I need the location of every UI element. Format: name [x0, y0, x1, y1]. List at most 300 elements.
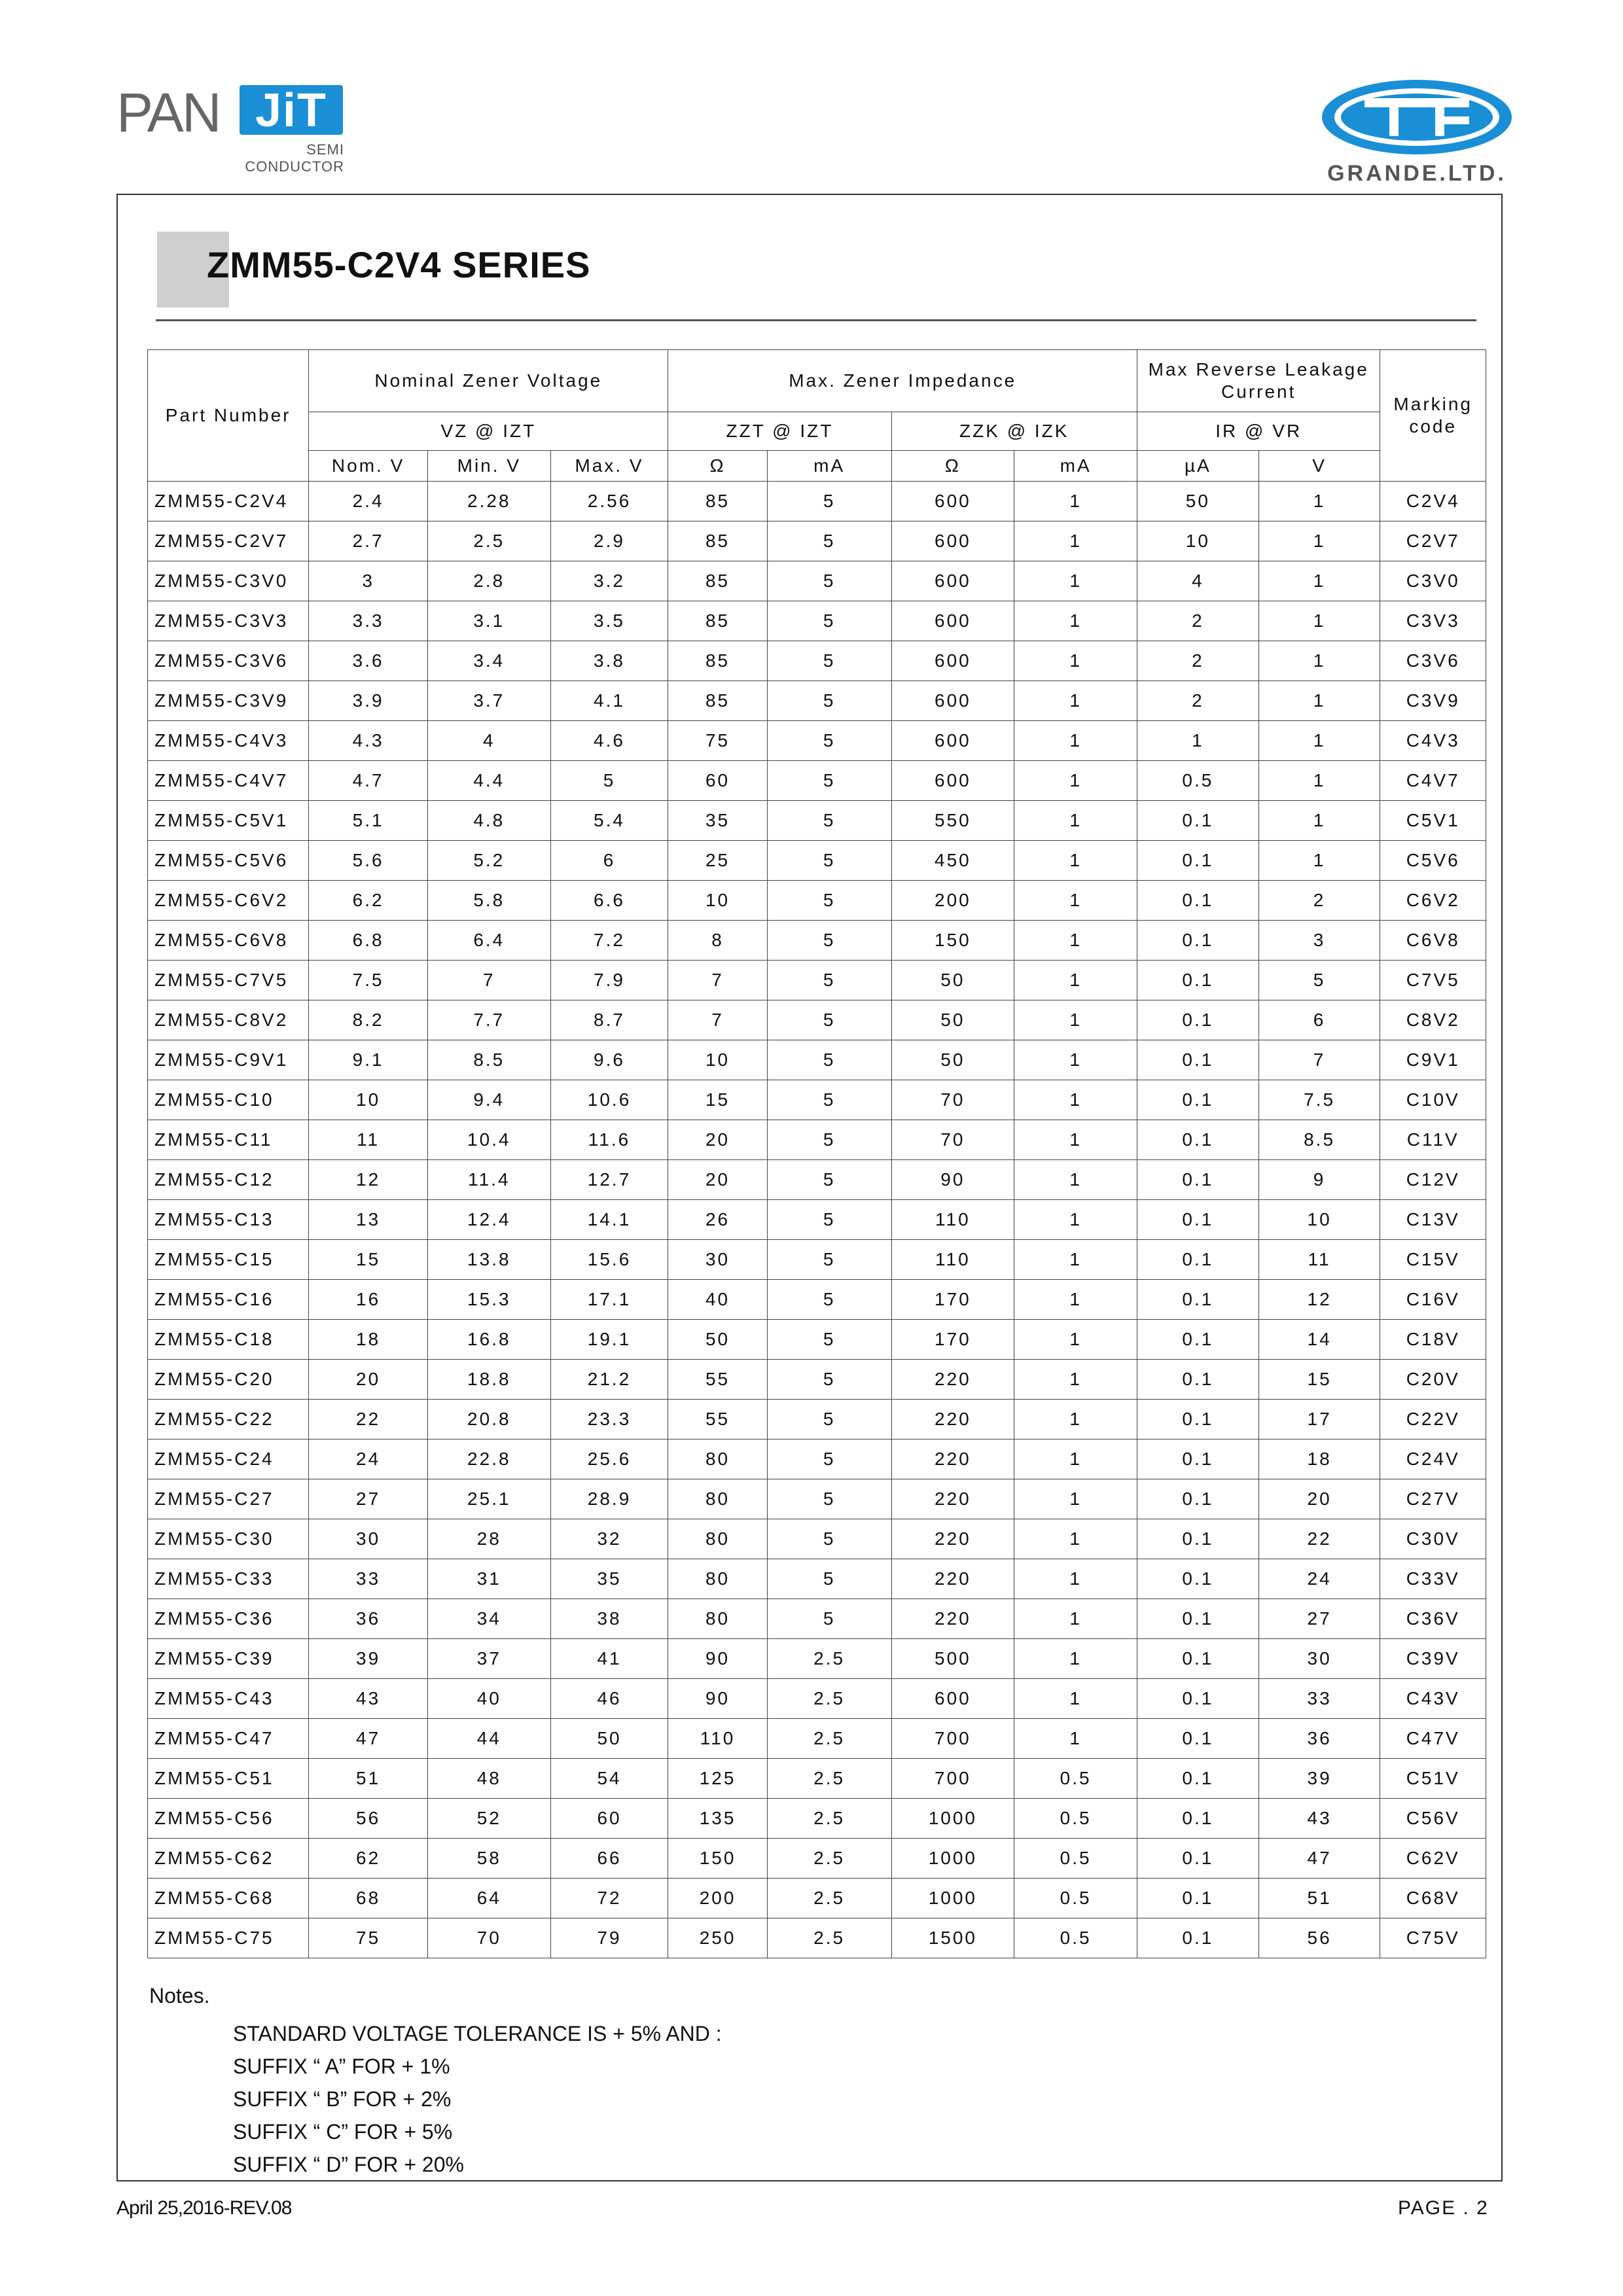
- table-cell: 41: [550, 1639, 668, 1679]
- part-number-cell: ZMM55-C2V4: [148, 482, 309, 521]
- unit-ir-ua: µA: [1137, 451, 1259, 482]
- table-cell: 60: [668, 761, 767, 801]
- table-row: [148, 1240, 1486, 1280]
- table-cell: C12V: [1380, 1160, 1486, 1200]
- table-row: [148, 1599, 1486, 1639]
- table-cell: 10: [1137, 521, 1259, 561]
- table-cell: 5: [767, 1280, 891, 1320]
- table-cell: 62: [309, 1839, 428, 1879]
- table-cell: 80: [668, 1479, 767, 1519]
- table-cell: 36: [1258, 1719, 1380, 1759]
- table-cell: C18V: [1380, 1320, 1486, 1360]
- table-cell: 0.5: [1014, 1918, 1137, 1958]
- table-row: [148, 1679, 1486, 1719]
- table-cell: 8.5: [427, 1040, 550, 1080]
- table-cell: 35: [550, 1559, 668, 1599]
- table-cell: 7: [668, 1000, 767, 1040]
- table-cell: 1: [1014, 1200, 1137, 1240]
- table-cell: 5: [767, 482, 891, 521]
- table-cell: 0.5: [1014, 1759, 1137, 1799]
- part-number-cell: ZMM55-C27: [148, 1479, 309, 1519]
- table-row: [148, 1040, 1486, 1080]
- table-cell: 1: [1014, 1519, 1137, 1559]
- table-cell: 0.1: [1137, 1360, 1259, 1400]
- table-cell: C62V: [1380, 1839, 1486, 1879]
- table-cell: 38: [550, 1599, 668, 1639]
- table-cell: 1: [1014, 1080, 1137, 1120]
- table-cell: C6V8: [1380, 921, 1486, 961]
- table-cell: 80: [668, 1559, 767, 1599]
- footer-page-number: PAGE . 2: [1398, 2197, 1489, 2219]
- table-row: [148, 841, 1486, 881]
- table-cell: 0.5: [1137, 761, 1259, 801]
- table-cell: 3.6: [309, 641, 428, 681]
- table-cell: 5: [767, 561, 891, 601]
- unit-vr-v: V: [1258, 451, 1380, 482]
- table-row: [148, 1200, 1486, 1240]
- table-cell: 1: [1014, 1120, 1137, 1160]
- unit-max-v: Max. V: [550, 451, 668, 482]
- table-cell: 200: [668, 1879, 767, 1918]
- table-cell: 7: [668, 961, 767, 1000]
- table-cell: 1000: [891, 1799, 1014, 1839]
- table-cell: 1: [1014, 681, 1137, 721]
- table-cell: 9.6: [550, 1040, 668, 1080]
- panjit-logo-box: JiT: [240, 85, 343, 135]
- table-cell: 3: [309, 561, 428, 601]
- table-cell: 15.3: [427, 1280, 550, 1320]
- table-cell: 56: [1258, 1918, 1380, 1958]
- table-cell: 7.7: [427, 1000, 550, 1040]
- table-cell: C56V: [1380, 1799, 1486, 1839]
- table-cell: C3V6: [1380, 641, 1486, 681]
- table-row: [148, 1879, 1486, 1918]
- table-cell: C2V4: [1380, 482, 1486, 521]
- table-cell: 48: [427, 1759, 550, 1799]
- part-number-cell: ZMM55-C4V3: [148, 721, 309, 761]
- table-cell: 43: [1258, 1799, 1380, 1839]
- page-title: ZMM55-C2V4 SERIES: [207, 244, 591, 285]
- table-cell: 2.5: [767, 1879, 891, 1918]
- table-cell: C30V: [1380, 1519, 1486, 1559]
- table-cell: 5.8: [427, 881, 550, 921]
- table-cell: 2.9: [550, 521, 668, 561]
- table-cell: 1: [1014, 521, 1137, 561]
- table-cell: 20: [1258, 1479, 1380, 1519]
- table-cell: 0.1: [1137, 881, 1259, 921]
- table-cell: 8.5: [1258, 1120, 1380, 1160]
- table-cell: 33: [309, 1559, 428, 1599]
- title-divider: [156, 319, 1476, 321]
- table-cell: 1: [1014, 1320, 1137, 1360]
- table-cell: 1: [1014, 1559, 1137, 1599]
- spec-table: [147, 349, 1486, 1958]
- table-cell: 20: [309, 1360, 428, 1400]
- table-cell: 10: [309, 1080, 428, 1120]
- table-row: [148, 521, 1486, 561]
- table-cell: 85: [668, 681, 767, 721]
- table-cell: 0.1: [1137, 961, 1259, 1000]
- table-cell: 5: [767, 881, 891, 921]
- table-cell: 40: [427, 1679, 550, 1719]
- table-cell: 19.1: [550, 1320, 668, 1360]
- table-cell: 1: [1014, 561, 1137, 601]
- table-cell: C27V: [1380, 1479, 1486, 1519]
- part-number-cell: ZMM55-C20: [148, 1360, 309, 1400]
- table-row: [148, 601, 1486, 641]
- table-cell: 1: [1014, 1240, 1137, 1280]
- table-cell: 250: [668, 1918, 767, 1958]
- table-cell: 220: [891, 1400, 1014, 1439]
- unit-min-v: Min. V: [427, 451, 550, 482]
- table-cell: 85: [668, 521, 767, 561]
- table-cell: 5: [767, 1240, 891, 1280]
- table-cell: 27: [309, 1479, 428, 1519]
- notes-line: STANDARD VOLTAGE TOLERANCE IS + 5% AND :: [233, 2022, 722, 2045]
- table-cell: 2.28: [427, 482, 550, 521]
- unit-zzk-ohm: Ω: [891, 451, 1014, 482]
- table-cell: 1: [1258, 841, 1380, 881]
- table-cell: 50: [891, 1040, 1014, 1080]
- table-cell: 550: [891, 801, 1014, 841]
- part-number-cell: ZMM55-C62: [148, 1839, 309, 1879]
- table-cell: 20.8: [427, 1400, 550, 1439]
- table-cell: 5.2: [427, 841, 550, 881]
- part-number-cell: ZMM55-C9V1: [148, 1040, 309, 1080]
- unit-izk-ma: mA: [1014, 451, 1137, 482]
- table-cell: C11V: [1380, 1120, 1486, 1160]
- table-cell: 5: [767, 521, 891, 561]
- part-number-cell: ZMM55-C8V2: [148, 1000, 309, 1040]
- table-cell: 110: [891, 1200, 1014, 1240]
- table-cell: 3.8: [550, 641, 668, 681]
- table-cell: 5: [767, 1200, 891, 1240]
- part-number-cell: ZMM55-C18: [148, 1320, 309, 1360]
- table-cell: 2.5: [767, 1918, 891, 1958]
- unit-izt-ma: mA: [767, 451, 891, 482]
- table-cell: 1: [1014, 761, 1137, 801]
- table-cell: 11: [309, 1120, 428, 1160]
- table-cell: 10.6: [550, 1080, 668, 1120]
- table-cell: 5: [767, 681, 891, 721]
- table-cell: 0.1: [1137, 1040, 1259, 1080]
- table-cell: 1500: [891, 1918, 1014, 1958]
- table-cell: 13.8: [427, 1240, 550, 1280]
- table-cell: 2: [1137, 601, 1259, 641]
- part-number-cell: ZMM55-C3V9: [148, 681, 309, 721]
- table-cell: 220: [891, 1559, 1014, 1599]
- table-cell: 0.1: [1137, 1200, 1259, 1240]
- table-cell: 1: [1014, 1000, 1137, 1040]
- table-cell: C22V: [1380, 1400, 1486, 1439]
- table-cell: 33: [1258, 1679, 1380, 1719]
- table-row: [148, 921, 1486, 961]
- table-cell: 39: [309, 1639, 428, 1679]
- table-cell: 0.1: [1137, 921, 1259, 961]
- table-cell: C9V1: [1380, 1040, 1486, 1080]
- table-cell: C39V: [1380, 1639, 1486, 1679]
- table-cell: 135: [668, 1799, 767, 1839]
- table-cell: 5: [767, 761, 891, 801]
- table-cell: 600: [891, 521, 1014, 561]
- table-cell: 0.1: [1137, 1679, 1259, 1719]
- table-cell: 1: [1014, 1439, 1137, 1479]
- table-cell: 85: [668, 482, 767, 521]
- table-cell: 0.1: [1137, 801, 1259, 841]
- table-row: [148, 1559, 1486, 1599]
- table-cell: 8.2: [309, 1000, 428, 1040]
- table-cell: 35: [668, 801, 767, 841]
- table-cell: 125: [668, 1759, 767, 1799]
- table-row: [148, 681, 1486, 721]
- table-row: [148, 1719, 1486, 1759]
- table-cell: 150: [891, 921, 1014, 961]
- table-cell: 26: [668, 1200, 767, 1240]
- table-cell: 5: [767, 601, 891, 641]
- table-cell: 110: [891, 1240, 1014, 1280]
- table-cell: 2.5: [767, 1759, 891, 1799]
- table-cell: 11.4: [427, 1160, 550, 1200]
- part-number-cell: ZMM55-C16: [148, 1280, 309, 1320]
- table-cell: 4.8: [427, 801, 550, 841]
- table-cell: 5: [767, 1120, 891, 1160]
- table-cell: 3.9: [309, 681, 428, 721]
- table-cell: 2.4: [309, 482, 428, 521]
- table-cell: 32: [550, 1519, 668, 1559]
- table-cell: 5.6: [309, 841, 428, 881]
- table-cell: 7: [427, 961, 550, 1000]
- table-cell: 0.1: [1137, 1759, 1259, 1799]
- table-cell: 80: [668, 1519, 767, 1559]
- table-cell: 50: [550, 1719, 668, 1759]
- table-cell: 0.1: [1137, 1439, 1259, 1479]
- notes-label: Notes.: [149, 1984, 210, 2007]
- table-cell: 7.2: [550, 921, 668, 961]
- table-cell: 1: [1258, 561, 1380, 601]
- table-cell: 3: [1258, 921, 1380, 961]
- table-cell: 0.1: [1137, 1400, 1259, 1439]
- table-cell: 5: [767, 841, 891, 881]
- table-cell: 9.1: [309, 1040, 428, 1080]
- table-cell: 1: [1014, 961, 1137, 1000]
- table-cell: 9.4: [427, 1080, 550, 1120]
- table-cell: 28: [427, 1519, 550, 1559]
- panjit-subtitle: [245, 141, 344, 175]
- part-number-cell: ZMM55-C12: [148, 1160, 309, 1200]
- table-cell: 2.5: [767, 1799, 891, 1839]
- table-cell: 30: [1258, 1639, 1380, 1679]
- unit-zzt-ohm: Ω: [668, 451, 767, 482]
- table-cell: 1: [1258, 721, 1380, 761]
- table-cell: 5: [767, 1479, 891, 1519]
- table-cell: 8.7: [550, 1000, 668, 1040]
- table-cell: 34: [427, 1599, 550, 1639]
- table-cell: 75: [668, 721, 767, 761]
- grande-logo-emblem-icon: [1319, 77, 1515, 157]
- table-cell: 4: [1137, 561, 1259, 601]
- table-cell: 54: [550, 1759, 668, 1799]
- table-cell: 500: [891, 1639, 1014, 1679]
- table-cell: 0.5: [1014, 1839, 1137, 1879]
- table-cell: 0.1: [1137, 1080, 1259, 1120]
- table-cell: 10: [668, 881, 767, 921]
- table-cell: 1: [1258, 681, 1380, 721]
- table-cell: 5: [767, 1160, 891, 1200]
- table-row: [148, 1839, 1486, 1879]
- table-cell: C15V: [1380, 1240, 1486, 1280]
- table-cell: 0.1: [1137, 1160, 1259, 1200]
- table-cell: 5: [767, 1320, 891, 1360]
- table-row: [148, 1799, 1486, 1839]
- table-cell: 1: [1014, 1719, 1137, 1759]
- part-number-cell: ZMM55-C30: [148, 1519, 309, 1559]
- table-cell: 1: [1258, 601, 1380, 641]
- table-cell: 3.7: [427, 681, 550, 721]
- table-body: [148, 482, 1486, 1958]
- notes-line: SUFFIX “ B” FOR + 2%: [233, 2087, 452, 2111]
- part-number-cell: ZMM55-C51: [148, 1759, 309, 1799]
- table-cell: 4.4: [427, 761, 550, 801]
- panjit-logo-text: PAN: [116, 82, 220, 143]
- table-cell: 150: [668, 1839, 767, 1879]
- table-cell: 1: [1014, 1160, 1137, 1200]
- table-cell: 700: [891, 1759, 1014, 1799]
- table-cell: 6: [550, 841, 668, 881]
- table-cell: 0.1: [1137, 1559, 1259, 1599]
- table-cell: 14.1: [550, 1200, 668, 1240]
- table-row: [148, 1400, 1486, 1439]
- table-cell: 43: [309, 1679, 428, 1719]
- table-cell: 22: [309, 1400, 428, 1439]
- table-cell: 17.1: [550, 1280, 668, 1320]
- table-cell: 50: [668, 1320, 767, 1360]
- table-cell: 1: [1258, 482, 1380, 521]
- table-cell: C8V2: [1380, 1000, 1486, 1040]
- part-number-cell: ZMM55-C6V8: [148, 921, 309, 961]
- table-cell: 1: [1014, 601, 1137, 641]
- header-nominal-zener: Nominal Zener Voltage: [309, 350, 668, 412]
- table-cell: 20: [668, 1120, 767, 1160]
- table-cell: 15: [668, 1080, 767, 1120]
- table-cell: 220: [891, 1360, 1014, 1400]
- table-cell: 44: [427, 1719, 550, 1759]
- table-cell: 5: [767, 961, 891, 1000]
- table-cell: C24V: [1380, 1439, 1486, 1479]
- table-cell: 2.7: [309, 521, 428, 561]
- table-cell: 5: [767, 721, 891, 761]
- table-cell: 27: [1258, 1599, 1380, 1639]
- table-cell: 25.1: [427, 1479, 550, 1519]
- table-cell: 1: [1137, 721, 1259, 761]
- header-max-zener-impedance: Max. Zener Impedance: [668, 350, 1137, 412]
- table-cell: 12.4: [427, 1200, 550, 1240]
- table-cell: 50: [1137, 482, 1259, 521]
- table-cell: C10V: [1380, 1080, 1486, 1120]
- table-cell: 66: [550, 1839, 668, 1879]
- table-cell: 1: [1014, 801, 1137, 841]
- table-cell: 0.5: [1014, 1879, 1137, 1918]
- table-row: [148, 1639, 1486, 1679]
- table-cell: 6.2: [309, 881, 428, 921]
- table-cell: 200: [891, 881, 1014, 921]
- table-cell: 47: [1258, 1839, 1380, 1879]
- table-cell: 70: [891, 1080, 1014, 1120]
- notes-line: SUFFIX “ A” FOR + 1%: [233, 2055, 450, 2078]
- table-row: [148, 641, 1486, 681]
- table-cell: 2.5: [767, 1679, 891, 1719]
- table-cell: C6V2: [1380, 881, 1486, 921]
- table-cell: 5: [767, 1599, 891, 1639]
- table-cell: 2.56: [550, 482, 668, 521]
- table-cell: 79: [550, 1918, 668, 1958]
- table-cell: C13V: [1380, 1200, 1486, 1240]
- table-cell: 1: [1014, 841, 1137, 881]
- table-cell: 5: [767, 641, 891, 681]
- part-number-cell: ZMM55-C2V7: [148, 521, 309, 561]
- table-cell: 13: [309, 1200, 428, 1240]
- table-cell: 600: [891, 561, 1014, 601]
- table-row: [148, 1360, 1486, 1400]
- table-cell: 5: [767, 1400, 891, 1439]
- table-cell: 15: [309, 1240, 428, 1280]
- table-cell: 3.3: [309, 601, 428, 641]
- table-cell: 2.5: [767, 1639, 891, 1679]
- part-number-cell: ZMM55-C3V6: [148, 641, 309, 681]
- table-cell: 1000: [891, 1879, 1014, 1918]
- table-row: [148, 1759, 1486, 1799]
- table-cell: 37: [427, 1639, 550, 1679]
- table-cell: 220: [891, 1479, 1014, 1519]
- part-number-cell: ZMM55-C15: [148, 1240, 309, 1280]
- table-cell: 52: [427, 1799, 550, 1839]
- table-cell: 5: [767, 1559, 891, 1599]
- table-cell: 55: [668, 1400, 767, 1439]
- table-cell: 50: [891, 961, 1014, 1000]
- table-cell: 72: [550, 1879, 668, 1918]
- table-cell: 85: [668, 561, 767, 601]
- table-cell: 450: [891, 841, 1014, 881]
- table-row: [148, 1439, 1486, 1479]
- table-cell: 21.2: [550, 1360, 668, 1400]
- notes-section: [149, 1984, 722, 2181]
- table-cell: 0.1: [1137, 1240, 1259, 1280]
- table-cell: 6.4: [427, 921, 550, 961]
- part-number-cell: ZMM55-C68: [148, 1879, 309, 1918]
- part-number-cell: ZMM55-C75: [148, 1918, 309, 1958]
- table-cell: 64: [427, 1879, 550, 1918]
- part-number-cell: ZMM55-C4V7: [148, 761, 309, 801]
- table-cell: 170: [891, 1280, 1014, 1320]
- table-cell: 28.9: [550, 1479, 668, 1519]
- table-cell: 1: [1258, 641, 1380, 681]
- table-cell: 0.1: [1137, 1519, 1259, 1559]
- table-cell: 55: [668, 1360, 767, 1400]
- part-number-cell: ZMM55-C7V5: [148, 961, 309, 1000]
- table-cell: 90: [668, 1639, 767, 1679]
- table-cell: 1: [1014, 1599, 1137, 1639]
- notes-line: SUFFIX “ D” FOR + 20%: [233, 2153, 464, 2176]
- table-cell: 11.6: [550, 1120, 668, 1160]
- table-cell: 15.6: [550, 1240, 668, 1280]
- table-cell: 1: [1014, 1639, 1137, 1679]
- table-cell: 5: [767, 1439, 891, 1479]
- table-cell: 5: [767, 1040, 891, 1080]
- table-cell: 39: [1258, 1759, 1380, 1799]
- part-number-cell: ZMM55-C10: [148, 1080, 309, 1120]
- table-cell: 22: [1258, 1519, 1380, 1559]
- table-cell: 50: [891, 1000, 1014, 1040]
- part-number-cell: ZMM55-C36: [148, 1599, 309, 1639]
